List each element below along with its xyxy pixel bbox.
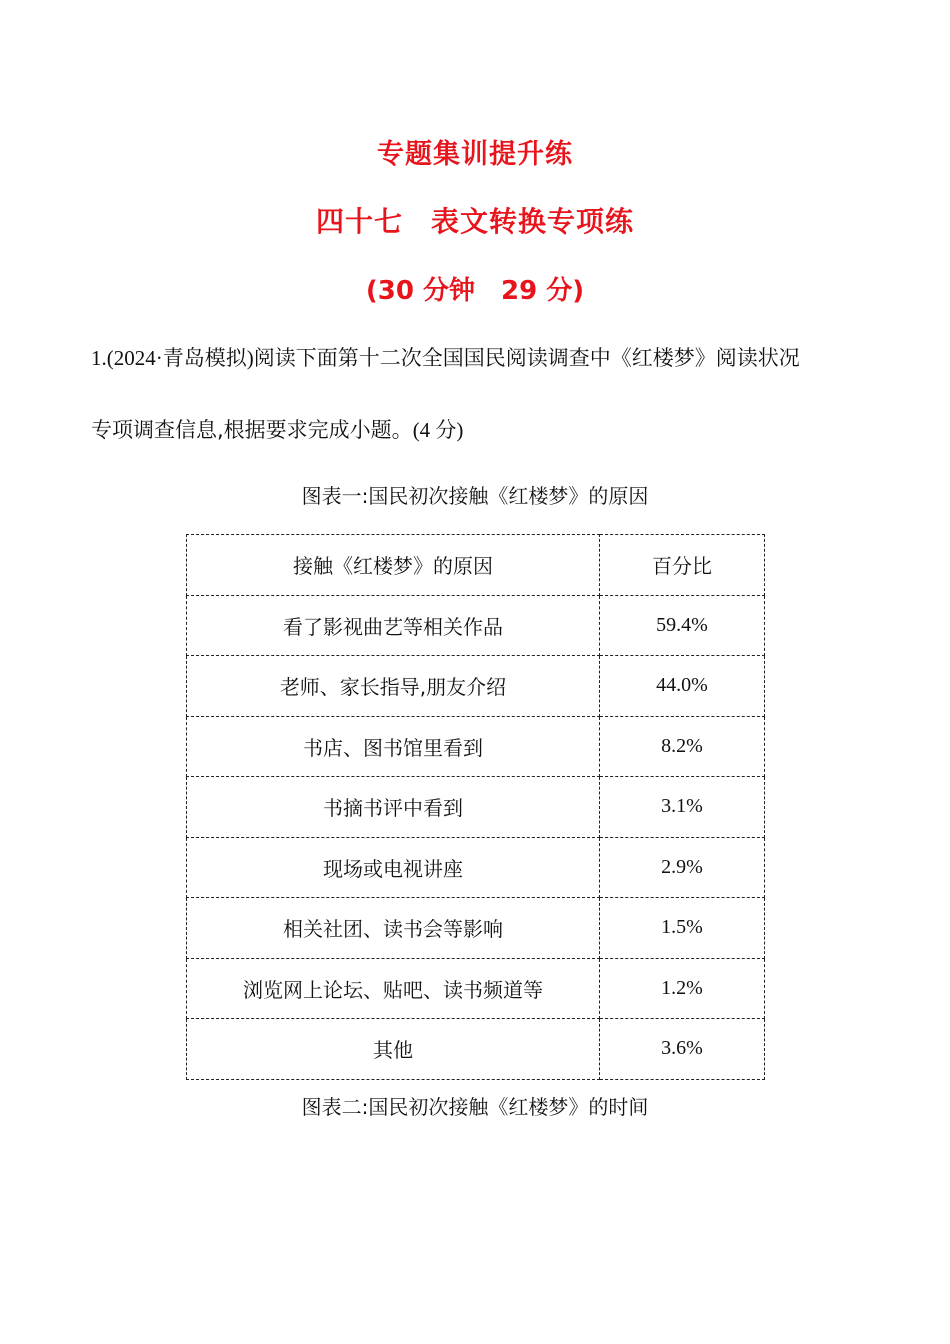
unit-heading [0, 200, 950, 240]
unit-title: 表文转换专项练 [431, 205, 635, 238]
question-line-1 [91, 342, 800, 372]
total-score: 29 分) [501, 276, 585, 306]
table-row [187, 898, 765, 959]
table-row [187, 958, 765, 1019]
percent-cell: 2.9% [600, 837, 765, 898]
reason-cell: 书店、图书馆里看到 [187, 716, 600, 777]
reason-cell: 浏览网上论坛、贴吧、读书频道等 [187, 958, 600, 1019]
percent-cell: 1.5% [600, 898, 765, 959]
percent-cell: 8.2% [600, 716, 765, 777]
unit-number: 四十七 [315, 205, 403, 238]
percent-cell: 3.6% [600, 1019, 765, 1080]
table-row [187, 656, 765, 717]
table-row [187, 777, 765, 838]
table-row [187, 716, 765, 777]
reason-cell: 看了影视曲艺等相关作品 [187, 595, 600, 656]
reason-cell: 书摘书评中看到 [187, 777, 600, 838]
table-row [187, 837, 765, 898]
section-title: 专题集训提升练 [377, 139, 573, 170]
header-percent: 百分比 [600, 535, 765, 596]
percent-cell: 44.0% [600, 656, 765, 717]
percent-cell: 59.4% [600, 595, 765, 656]
percent-cell: 1.2% [600, 958, 765, 1019]
reason-cell: 其他 [187, 1019, 600, 1080]
reason-cell: 现场或电视讲座 [187, 837, 600, 898]
question-text-2: 专项调查信息,根据要求完成小题。 [91, 418, 413, 442]
time-limit: (30 分钟 [365, 276, 475, 306]
table1-caption: 图表一:国民初次接触《红楼梦》的原因 [301, 484, 649, 508]
table-row [187, 595, 765, 656]
reasons-table [186, 534, 765, 1080]
question-source: 1.(2024·青岛模拟) [91, 346, 254, 370]
header-reason: 接触《红楼梦》的原因 [187, 535, 600, 596]
reason-cell: 老师、家长指导,朋友介绍 [187, 656, 600, 717]
reason-cell: 相关社团、读书会等影响 [187, 898, 600, 959]
table2-caption: 图表二:国民初次接触《红楼梦》的时间 [301, 1095, 649, 1119]
time-score-line [0, 270, 950, 307]
table-header-row [187, 535, 765, 596]
question-points: (4 分) [412, 418, 464, 442]
table-row [187, 1019, 765, 1080]
question-text-1: 阅读下面第十二次全国国民阅读调查中《红楼梦》阅读状况 [253, 346, 800, 370]
percent-cell: 3.1% [600, 777, 765, 838]
question-line-2 [91, 414, 463, 444]
